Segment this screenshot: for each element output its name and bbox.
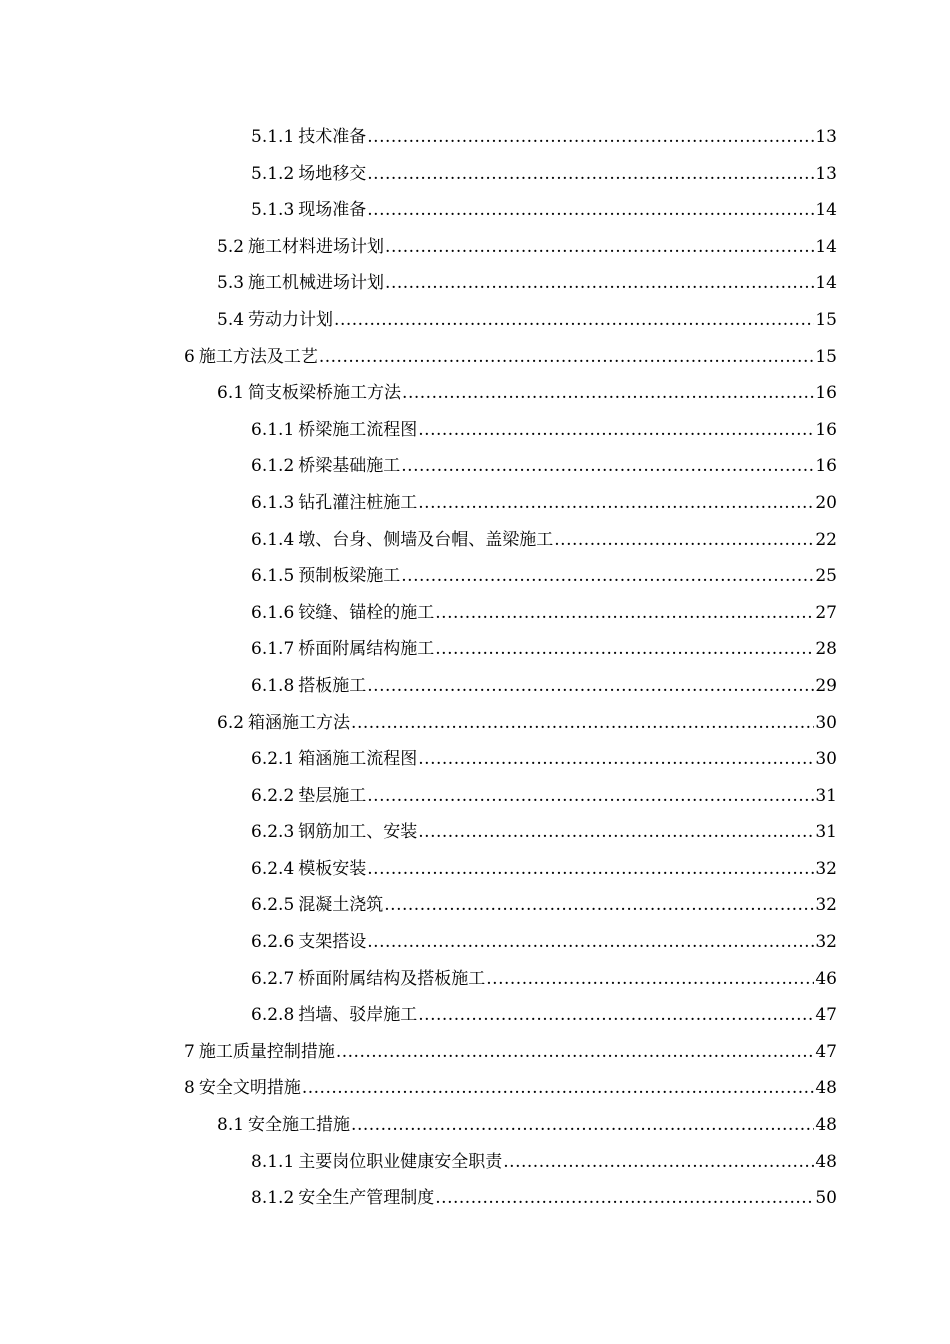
toc-entry-title: 墩、台身、侧墙及台帽、盖梁施工: [298, 529, 554, 550]
toc-entry-page-number: 20: [815, 492, 837, 513]
toc-entry-number: 6.2.6: [251, 932, 295, 953]
toc-dot-leader: [418, 814, 814, 851]
toc-entry[interactable]: [0, 1070, 950, 1107]
toc-entry-title: 桥梁基础施工: [298, 456, 401, 477]
toc-entry-number: 6.1: [217, 383, 245, 404]
toc-entry-page-number: 14: [815, 236, 837, 257]
toc-entry-title: 搭板施工: [298, 675, 367, 696]
toc-dot-leader: [302, 1070, 815, 1107]
toc-entry-page-number: 13: [815, 127, 837, 147]
toc-entry-number: 6.2.1: [251, 749, 295, 770]
toc-dot-leader: [367, 156, 814, 193]
toc-entry-page-number: 13: [815, 163, 837, 184]
toc-entry[interactable]: [0, 1180, 950, 1217]
toc-dot-leader: [351, 705, 814, 742]
table-of-contents: [0, 119, 950, 1217]
toc-entry-title: 施工机械进场计划: [248, 273, 385, 294]
toc-entry-number: 6.1.2: [251, 456, 295, 477]
toc-entry-page-number: 14: [815, 273, 837, 294]
toc-dot-leader: [435, 1180, 814, 1217]
toc-dot-leader: [336, 1034, 815, 1071]
toc-dot-leader: [486, 961, 814, 998]
toc-dot-leader: [385, 265, 814, 302]
toc-entry-page-number: 14: [815, 200, 837, 221]
toc-entry-title: 混凝土浇筑: [298, 895, 384, 916]
toc-dot-leader: [351, 1107, 814, 1144]
toc-entry-title: 场地移交: [298, 163, 367, 184]
toc-entry-number: 6.1.5: [251, 566, 295, 587]
toc-entry[interactable]: [0, 375, 950, 412]
toc-dot-leader: [319, 339, 815, 376]
toc-entry-page-number: 46: [815, 968, 837, 989]
toc-entry[interactable]: [0, 1034, 950, 1071]
toc-entry-number: 6.2.3: [251, 822, 295, 843]
toc-entry-number: 6.2.8: [251, 1005, 295, 1026]
toc-entry-number: 6.1.6: [251, 602, 295, 623]
toc-entry-title: 支架搭设: [298, 932, 367, 953]
toc-entry[interactable]: [0, 119, 950, 156]
toc-entry-number: 5.2: [217, 236, 245, 257]
toc-entry-number: 8.1.1: [251, 1151, 295, 1172]
toc-entry[interactable]: [0, 631, 950, 668]
toc-entry-title: 垫层施工: [298, 785, 367, 806]
toc-entry-number: 5.1.2: [251, 163, 295, 184]
toc-dot-leader: [401, 558, 814, 595]
toc-entry[interactable]: [0, 412, 950, 449]
toc-dot-leader: [401, 448, 814, 485]
toc-entry-number: 6.1.3: [251, 492, 295, 513]
toc-entry-title: 安全施工措施: [248, 1115, 351, 1136]
toc-entry-number: 5.4: [217, 309, 245, 330]
toc-dot-leader: [435, 595, 814, 632]
toc-entry[interactable]: [0, 229, 950, 266]
toc-entry-page-number: 22: [815, 529, 837, 550]
toc-entry-number: 6.1.8: [251, 675, 295, 696]
toc-entry-page-number: 16: [815, 419, 837, 440]
toc-entry[interactable]: [0, 961, 950, 998]
toc-entry[interactable]: [0, 741, 950, 778]
toc-entry[interactable]: [0, 339, 950, 376]
toc-entry-title: 技术准备: [298, 127, 367, 147]
toc-entry[interactable]: [0, 778, 950, 815]
toc-entry[interactable]: [0, 887, 950, 924]
toc-entry-title: 安全生产管理制度: [298, 1188, 435, 1209]
toc-entry-page-number: 29: [815, 675, 837, 696]
toc-dot-leader: [384, 887, 814, 924]
toc-entry[interactable]: [0, 448, 950, 485]
toc-entry[interactable]: [0, 522, 950, 559]
toc-entry-number: 5.1.3: [251, 200, 295, 221]
toc-dot-leader: [367, 119, 814, 156]
toc-entry-number: 7: [184, 1041, 195, 1062]
toc-entry-title: 箱涵施工方法: [248, 712, 351, 733]
toc-entry-page-number: 47: [815, 1005, 837, 1026]
toc-entry-number: 5.3: [217, 273, 245, 294]
toc-entry-title: 主要岗位职业健康安全职责: [298, 1151, 503, 1172]
toc-entry-title: 铰缝、锚栓的施工: [298, 602, 435, 623]
toc-entry[interactable]: [0, 302, 950, 339]
toc-entry-page-number: 28: [815, 639, 837, 660]
toc-entry-title: 桥面附属结构及搭板施工: [298, 968, 486, 989]
toc-entry-page-number: 32: [815, 932, 837, 953]
toc-entry-title: 施工质量控制措施: [198, 1041, 335, 1062]
toc-entry-title: 劳动力计划: [248, 309, 334, 330]
toc-entry-number: 6.2.4: [251, 858, 295, 879]
toc-entry-title: 简支板梁桥施工方法: [248, 383, 402, 404]
toc-entry-title: 模板安装: [298, 858, 367, 879]
toc-entry-number: 6.2.7: [251, 968, 295, 989]
toc-entry-number: 8.1.2: [251, 1188, 295, 1209]
toc-entry-title: 箱涵施工流程图: [298, 749, 418, 770]
toc-dot-leader: [418, 997, 814, 1034]
toc-entry[interactable]: [0, 924, 950, 961]
toc-dot-leader: [418, 741, 814, 778]
toc-entry-page-number: 50: [815, 1188, 837, 1209]
toc-entry-page-number: 27: [815, 602, 837, 623]
toc-dot-leader: [402, 375, 814, 412]
toc-entry-number: 5.1.1: [251, 127, 295, 147]
toc-entry-title: 挡墙、驳岸施工: [298, 1005, 418, 1026]
toc-entry[interactable]: [0, 156, 950, 193]
toc-entry[interactable]: [0, 851, 950, 888]
toc-entry-page-number: 48: [815, 1115, 837, 1136]
toc-dot-leader: [418, 485, 814, 522]
toc-entry-title: 施工材料进场计划: [248, 236, 385, 257]
toc-entry-title: 钢筋加工、安装: [298, 822, 418, 843]
toc-entry-number: 6.2.2: [251, 785, 295, 806]
toc-entry[interactable]: [0, 485, 950, 522]
toc-entry-number: 6.2: [217, 712, 245, 733]
toc-entry-page-number: 31: [815, 822, 837, 843]
toc-entry[interactable]: [0, 1107, 950, 1144]
toc-entry-title: 桥面附属结构施工: [298, 639, 435, 660]
toc-entry[interactable]: [0, 1144, 950, 1181]
toc-entry-page-number: 16: [815, 383, 837, 404]
toc-entry-page-number: 48: [815, 1078, 837, 1099]
toc-entry-number: 6.2.5: [251, 895, 295, 916]
toc-entry-page-number: 31: [815, 785, 837, 806]
toc-entry-number: 8.1: [217, 1115, 245, 1136]
toc-entry-page-number: 47: [815, 1041, 837, 1062]
toc-entry-title: 钻孔灌注桩施工: [298, 492, 418, 513]
toc-entry-title: 桥梁施工流程图: [298, 419, 418, 440]
toc-entry-page-number: 48: [815, 1151, 837, 1172]
toc-entry[interactable]: [0, 595, 950, 632]
toc-dot-leader: [385, 229, 814, 266]
toc-entry-title: 施工方法及工艺: [198, 346, 318, 367]
toc-entry[interactable]: [0, 668, 950, 705]
toc-entry[interactable]: [0, 265, 950, 302]
toc-entry[interactable]: [0, 192, 950, 229]
toc-dot-leader: [367, 851, 814, 888]
toc-entry[interactable]: [0, 558, 950, 595]
toc-dot-leader: [367, 192, 814, 229]
toc-dot-leader: [334, 302, 814, 339]
toc-dot-leader: [367, 924, 814, 961]
toc-dot-leader: [418, 412, 814, 449]
toc-entry-page-number: 30: [815, 749, 837, 770]
toc-entry-page-number: 25: [815, 566, 837, 587]
toc-entry-number: 8: [184, 1078, 195, 1099]
toc-dot-leader: [367, 668, 814, 705]
toc-entry-number: 6.1.1: [251, 419, 295, 440]
toc-entry-title: 安全文明措施: [198, 1078, 301, 1099]
toc-entry[interactable]: [0, 997, 950, 1034]
toc-entry-number: 6.1.4: [251, 529, 295, 550]
toc-entry-page-number: 32: [815, 858, 837, 879]
toc-entry-number: 6.1.7: [251, 639, 295, 660]
toc-entry-page-number: 15: [815, 309, 837, 330]
toc-entry-page-number: 15: [815, 346, 837, 367]
toc-entry[interactable]: [0, 814, 950, 851]
toc-entry-page-number: 30: [815, 712, 837, 733]
toc-dot-leader: [367, 778, 814, 815]
toc-entry-page-number: 32: [815, 895, 837, 916]
toc-entry-page-number: 16: [815, 456, 837, 477]
toc-entry-number: 6: [184, 346, 195, 367]
toc-dot-leader: [554, 522, 814, 559]
toc-entry-title: 预制板梁施工: [298, 566, 401, 587]
toc-entry[interactable]: [0, 705, 950, 742]
toc-dot-leader: [503, 1144, 814, 1181]
toc-dot-leader: [435, 631, 814, 668]
toc-entry-title: 现场准备: [298, 200, 367, 221]
